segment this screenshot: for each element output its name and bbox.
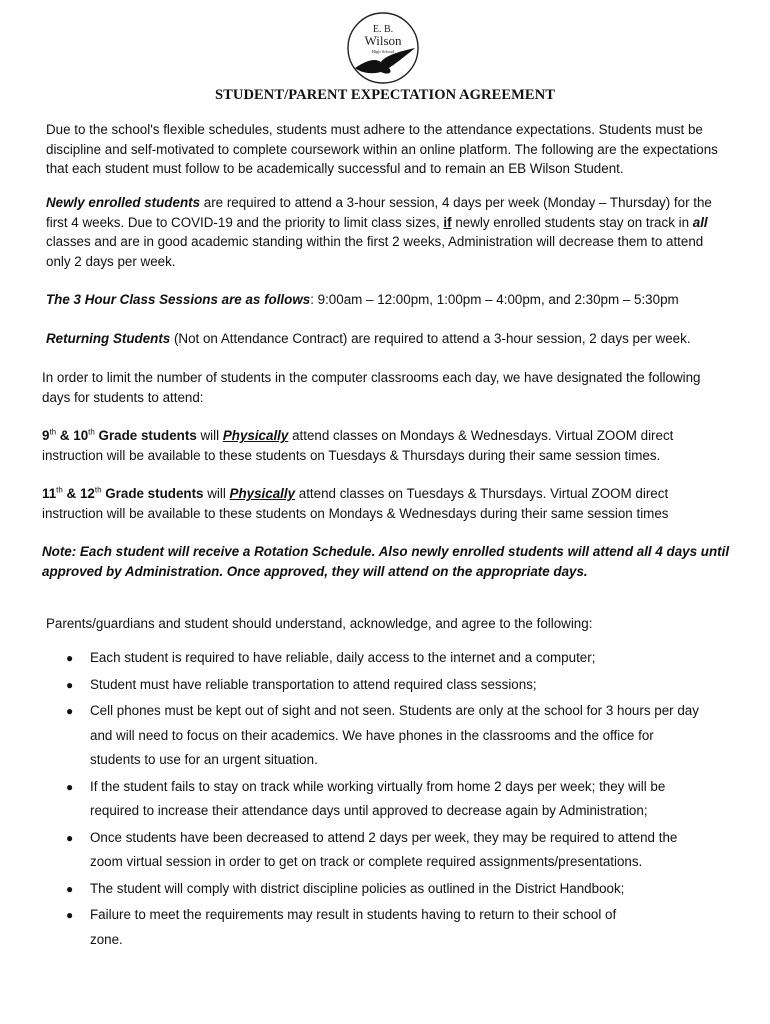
grade11-text: attend classes on Tuesdays & Thursdays. Virtual ZOOM direct instruction will be available to these students on Mondays & Wednesdays during their same session times — [42, 486, 669, 521]
bullet-icon: ● — [66, 830, 74, 845]
expectations-list — [46, 646, 726, 952]
logo-line3: High School — [371, 49, 395, 54]
limit-paragraph: In order to limit the number of students in the computer classrooms each day, we have designated the following days for students to attend: — [42, 370, 701, 405]
grade11-physically: Physically — [229, 486, 296, 501]
list-item — [46, 775, 702, 824]
grade-11-12-paragraph — [42, 484, 730, 523]
newly-enrolled-lead: Newly enrolled students — [46, 195, 201, 210]
grade9-sup2: th — [88, 427, 95, 437]
class-sessions-paragraph — [46, 290, 736, 310]
grade11-sup2: th — [94, 485, 102, 495]
grade11-num2: 12 — [79, 486, 95, 501]
bullet-icon: ● — [66, 677, 74, 692]
newly-enrolled-text3: classes and are in good academic standing within the first 2 weeks, Administration will decrease them to attend only 2 days per week. — [46, 234, 704, 269]
list-item — [46, 877, 726, 902]
list-item-text: Failure to meet the requirements may result in students having to return to their school of zone. — [90, 907, 617, 947]
list-item — [46, 699, 702, 773]
list-item — [46, 673, 726, 698]
note-paragraph: Note: Each student will receive a Rotation Schedule. Also newly enrolled students will attend all 4 days until approved by Administration. Once approved, they will attend on the appropriate days. — [42, 544, 730, 579]
grade9-num2: 10 — [73, 428, 89, 443]
grade11-amp: & — [62, 486, 80, 501]
grade9-physically: Physically — [222, 428, 289, 443]
returning-students-text: (Not on Attendance Contract) are required to attend a 3-hour session, 2 days per week. — [170, 331, 691, 346]
list-item-text: Cell phones must be kept out of sight and not seen. Students are only at the school for 3 hours per day and will need to focus on their academics. We have phones in the classrooms and the office for students to use for an urgent situation. — [90, 703, 699, 767]
grade11-num1: 11 — [42, 486, 57, 501]
grade9-sup1: th — [49, 427, 57, 437]
grade9-will: will — [196, 428, 223, 443]
grade-9-10-paragraph — [42, 426, 730, 465]
agreement-intro: Parents/guardians and student should understand, acknowledge, and agree to the following: — [46, 616, 593, 631]
grade11-will: will — [203, 486, 230, 501]
list-item-text: Each student is required to have reliable, daily access to the internet and a computer; — [90, 650, 596, 665]
class-sessions-lead: The 3 Hour Class Sessions are as follows — [46, 292, 311, 307]
if-emphasis: if — [443, 214, 452, 230]
bullet-icon: ● — [66, 779, 74, 794]
grade9-lead: Grade students — [94, 428, 197, 443]
logo-line2: Wilson — [364, 33, 402, 48]
grade11-lead: Grade students — [101, 486, 204, 501]
list-item — [46, 903, 650, 952]
bullet-icon: ● — [66, 651, 74, 665]
bird-icon — [345, 10, 421, 86]
grade11-sup1: th — [56, 485, 63, 495]
list-item-text: If the student fails to stay on track while working virtually from home 2 days per week; they will be required to increase their attendance days until approved to decrease again by Administration; — [90, 778, 666, 818]
grade9-amp: & — [56, 428, 74, 443]
bullet-icon: ● — [66, 908, 74, 922]
bullet-icon: ● — [66, 704, 74, 718]
newly-enrolled-paragraph — [46, 193, 726, 271]
newly-enrolled-text2: newly enrolled students stay on track in — [451, 214, 693, 230]
school-logo — [345, 10, 421, 86]
list-item-text: Once students have been decreased to attend 2 days per week, they may be required to attend the zoom virtual session in order to get on track or complete required assignments/presentations. — [90, 829, 678, 869]
list-item-text: Student must have reliable transportation to attend required class sessions; — [90, 676, 537, 692]
grade9-text: attend classes on Mondays & Wednesdays. Virtual ZOOM direct instruction will be available to these students on Tuesdays & Thursdays during their same session times. — [42, 428, 674, 463]
intro-paragraph: Due to the school's flexible schedules, students must adhere to the attendance expectations. Students must be discipline and self-motivated to complete coursework within an online platform. The following are the expectations that each student must follow to be academically successful and to remain an EB Wilson Student. — [46, 122, 718, 176]
list-item — [46, 646, 726, 671]
list-item-text: The student will comply with district discipline policies as outlined in the District Handbook; — [90, 880, 625, 896]
returning-students-paragraph — [46, 329, 736, 349]
all-emphasis: all — [692, 214, 708, 230]
list-item — [46, 826, 690, 875]
class-sessions-text: : 9:00am – 12:00pm, 1:00pm – 4:00pm, and 2:30pm – 5:30pm — [310, 292, 679, 307]
logo-line1: E. B. — [372, 24, 394, 35]
grade9-num1: 9 — [42, 428, 50, 443]
newly-enrolled-text1: are required to attend a 3-hour session, 4 days per week (Monday – Thursday) for the first 4 weeks. Due to COVID-19 and the priority to limit class sizes, — [46, 195, 712, 230]
bullet-icon: ● — [66, 881, 74, 896]
returning-students-lead: Returning Students — [46, 331, 171, 346]
document-title: STUDENT/PARENT EXPECTATION AGREEMENT — [214, 87, 556, 103]
